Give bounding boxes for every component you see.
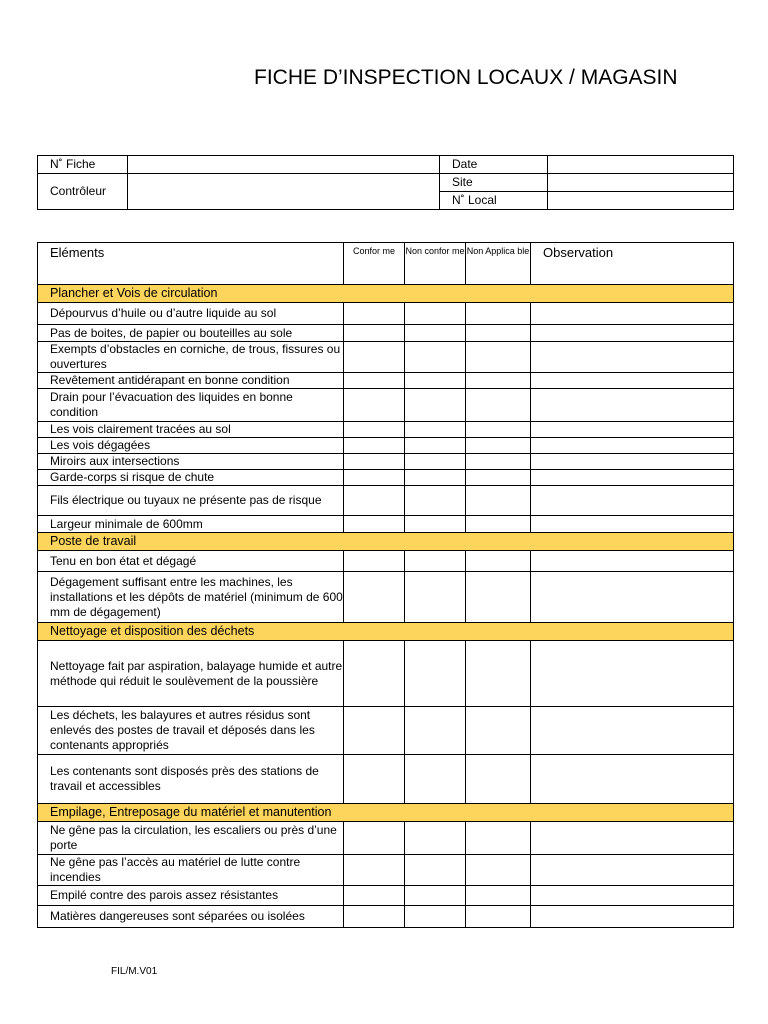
item-label: Largeur minimale de 600mm bbox=[38, 516, 344, 533]
section-header bbox=[38, 533, 734, 551]
non-applicable-cell[interactable] bbox=[466, 551, 531, 572]
conforme-cell[interactable] bbox=[344, 641, 405, 707]
conforme-cell[interactable] bbox=[344, 886, 405, 906]
non-conforme-cell[interactable] bbox=[405, 886, 466, 906]
observation-cell[interactable] bbox=[531, 707, 734, 755]
table-row bbox=[38, 755, 734, 804]
non-applicable-cell[interactable] bbox=[466, 470, 531, 486]
non-conforme-cell[interactable] bbox=[405, 389, 466, 422]
non-conforme-cell[interactable] bbox=[405, 551, 466, 572]
observation-cell[interactable] bbox=[531, 572, 734, 623]
table-row bbox=[38, 486, 734, 516]
item-label: Dégagement suffisant entre les machines, les installations et les dépôts de matériel (minimum de 600 mm de dégagement) bbox=[38, 572, 344, 623]
date-field[interactable] bbox=[548, 156, 734, 174]
non-applicable-cell[interactable] bbox=[466, 422, 531, 438]
non-applicable-cell[interactable] bbox=[466, 641, 531, 707]
observation-cell[interactable] bbox=[531, 470, 734, 486]
local-field[interactable] bbox=[548, 192, 734, 210]
item-label: Exempts d’obstacles en corniche, de trous, fissures ou ouvertures bbox=[38, 342, 344, 373]
observation-cell[interactable] bbox=[531, 906, 734, 928]
table-row bbox=[38, 551, 734, 572]
item-label: Miroirs aux intersections bbox=[38, 454, 344, 470]
local-label: N˚ Local bbox=[440, 192, 548, 210]
non-conforme-cell[interactable] bbox=[405, 486, 466, 516]
conforme-cell[interactable] bbox=[344, 454, 405, 470]
fiche-label: N˚ Fiche bbox=[38, 156, 128, 174]
table-row bbox=[38, 641, 734, 707]
non-applicable-cell[interactable] bbox=[466, 755, 531, 804]
observation-cell[interactable] bbox=[531, 454, 734, 470]
table-row bbox=[38, 422, 734, 438]
conforme-cell[interactable] bbox=[344, 755, 405, 804]
non-conforme-cell[interactable] bbox=[405, 707, 466, 755]
observation-cell[interactable] bbox=[531, 641, 734, 707]
conforme-cell[interactable] bbox=[344, 906, 405, 928]
item-label: Ne gêne pas l’accès au matériel de lutte contre incendies bbox=[38, 855, 344, 886]
table-row bbox=[38, 855, 734, 886]
item-label: Tenu en bon état et dégagé bbox=[38, 551, 344, 572]
item-label: Dépourvus d’huile ou d’autre liquide au sol bbox=[38, 303, 344, 325]
item-label: Les déchets, les balayures et autres résidus sont enlevés des postes de travail et déposés dans les contenants appropriés bbox=[38, 707, 344, 755]
non-conforme-cell[interactable] bbox=[405, 438, 466, 454]
non-applicable-cell[interactable] bbox=[466, 438, 531, 454]
col-elements: Eléments bbox=[38, 243, 344, 285]
conforme-cell[interactable] bbox=[344, 486, 405, 516]
non-applicable-cell[interactable] bbox=[466, 325, 531, 342]
section-title: Plancher et Vois de circulation bbox=[38, 285, 734, 303]
observation-cell[interactable] bbox=[531, 342, 734, 373]
conforme-cell[interactable] bbox=[344, 389, 405, 422]
non-applicable-cell[interactable] bbox=[466, 486, 531, 516]
section-header bbox=[38, 804, 734, 822]
observation-cell[interactable] bbox=[531, 516, 734, 533]
conforme-cell[interactable] bbox=[344, 707, 405, 755]
observation-cell[interactable] bbox=[531, 325, 734, 342]
header-table bbox=[37, 155, 734, 210]
non-applicable-cell[interactable] bbox=[466, 572, 531, 623]
conforme-cell[interactable] bbox=[344, 342, 405, 373]
non-conforme-cell[interactable] bbox=[405, 470, 466, 486]
non-conforme-cell[interactable] bbox=[405, 516, 466, 533]
observation-cell[interactable] bbox=[531, 855, 734, 886]
observation-cell[interactable] bbox=[531, 422, 734, 438]
conforme-cell[interactable] bbox=[344, 422, 405, 438]
col-conforme: Confor me bbox=[344, 243, 405, 285]
section-title: Empilage, Entreposage du matériel et manutention bbox=[38, 804, 734, 822]
observation-cell[interactable] bbox=[531, 438, 734, 454]
non-conforme-cell[interactable] bbox=[405, 373, 466, 389]
table-row bbox=[38, 822, 734, 855]
table-row bbox=[38, 342, 734, 373]
fiche-field[interactable] bbox=[128, 156, 440, 174]
observation-cell[interactable] bbox=[531, 755, 734, 804]
inspection-table bbox=[37, 242, 734, 928]
table-row bbox=[38, 516, 734, 533]
non-conforme-cell[interactable] bbox=[405, 572, 466, 623]
non-applicable-cell[interactable] bbox=[466, 303, 531, 325]
observation-cell[interactable] bbox=[531, 486, 734, 516]
observation-cell[interactable] bbox=[531, 303, 734, 325]
non-applicable-cell[interactable] bbox=[466, 855, 531, 886]
date-label: Date bbox=[440, 156, 548, 174]
table-row bbox=[38, 886, 734, 906]
non-conforme-cell[interactable] bbox=[405, 422, 466, 438]
conforme-cell[interactable] bbox=[344, 516, 405, 533]
table-row bbox=[38, 373, 734, 389]
observation-cell[interactable] bbox=[531, 551, 734, 572]
col-observation: Observation bbox=[531, 243, 734, 285]
conforme-cell[interactable] bbox=[344, 470, 405, 486]
table-row bbox=[38, 454, 734, 470]
non-conforme-cell[interactable] bbox=[405, 906, 466, 928]
item-label: Matières dangereuses sont séparées ou isolées bbox=[38, 906, 344, 928]
conforme-cell[interactable] bbox=[344, 822, 405, 855]
non-conforme-cell[interactable] bbox=[405, 454, 466, 470]
item-label: Revêtement antidérapant en bonne condition bbox=[38, 373, 344, 389]
table-row bbox=[38, 707, 734, 755]
conforme-cell[interactable] bbox=[344, 303, 405, 325]
table-row bbox=[38, 572, 734, 623]
controleur-field[interactable] bbox=[128, 174, 440, 210]
conforme-cell[interactable] bbox=[344, 572, 405, 623]
table-row bbox=[38, 303, 734, 325]
non-conforme-cell[interactable] bbox=[405, 325, 466, 342]
table-row bbox=[38, 325, 734, 342]
observation-cell[interactable] bbox=[531, 886, 734, 906]
col-non-applicable: Non Applica ble bbox=[466, 243, 531, 285]
non-applicable-cell[interactable] bbox=[466, 342, 531, 373]
item-label: Pas de boites, de papier ou bouteilles au sole bbox=[38, 325, 344, 342]
item-label: Fils électrique ou tuyaux ne présente pas de risque bbox=[38, 486, 344, 516]
non-applicable-cell[interactable] bbox=[466, 454, 531, 470]
item-label: Ne gêne pas la circulation, les escaliers ou près d’une porte bbox=[38, 822, 344, 855]
item-label: Nettoyage fait par aspiration, balayage humide et autre méthode qui réduit le soulèvement de la poussière bbox=[38, 641, 344, 707]
non-applicable-cell[interactable] bbox=[466, 516, 531, 533]
non-applicable-cell[interactable] bbox=[466, 373, 531, 389]
page-title: FICHE D’INSPECTION LOCAUX / MAGASIN bbox=[254, 66, 678, 89]
controleur-label: Contrôleur bbox=[38, 174, 128, 210]
conforme-cell[interactable] bbox=[344, 855, 405, 886]
col-non-conforme: Non confor me bbox=[405, 243, 466, 285]
item-label: Garde-corps si risque de chute bbox=[38, 470, 344, 486]
non-conforme-cell[interactable] bbox=[405, 641, 466, 707]
observation-cell[interactable] bbox=[531, 389, 734, 422]
section-header bbox=[38, 623, 734, 641]
item-label: Drain pour l’évacuation des liquides en bonne condition bbox=[38, 389, 344, 422]
non-conforme-cell[interactable] bbox=[405, 342, 466, 373]
non-applicable-cell[interactable] bbox=[466, 389, 531, 422]
non-applicable-cell[interactable] bbox=[466, 906, 531, 928]
item-label: Les vois clairement tracées au sol bbox=[38, 422, 344, 438]
conforme-cell[interactable] bbox=[344, 438, 405, 454]
item-label: Empilé contre des parois assez résistantes bbox=[38, 886, 344, 906]
table-row bbox=[38, 438, 734, 454]
observation-cell[interactable] bbox=[531, 822, 734, 855]
non-conforme-cell[interactable] bbox=[405, 855, 466, 886]
footer-code: FIL/M.V01 bbox=[111, 966, 158, 977]
non-conforme-cell[interactable] bbox=[405, 822, 466, 855]
conforme-cell[interactable] bbox=[344, 551, 405, 572]
non-applicable-cell[interactable] bbox=[466, 822, 531, 855]
observation-cell[interactable] bbox=[531, 373, 734, 389]
table-row bbox=[38, 470, 734, 486]
section-header bbox=[38, 285, 734, 303]
site-label: Site bbox=[440, 174, 548, 192]
site-field[interactable] bbox=[548, 174, 734, 192]
section-title: Poste de travail bbox=[38, 533, 734, 551]
non-conforme-cell[interactable] bbox=[405, 755, 466, 804]
non-conforme-cell[interactable] bbox=[405, 303, 466, 325]
item-label: Les contenants sont disposés près des stations de travail et accessibles bbox=[38, 755, 344, 804]
conforme-cell[interactable] bbox=[344, 325, 405, 342]
table-row bbox=[38, 389, 734, 422]
table-row bbox=[38, 906, 734, 928]
section-title: Nettoyage et disposition des déchets bbox=[38, 623, 734, 641]
conforme-cell[interactable] bbox=[344, 373, 405, 389]
item-label: Les vois dégagées bbox=[38, 438, 344, 454]
non-applicable-cell[interactable] bbox=[466, 707, 531, 755]
non-applicable-cell[interactable] bbox=[466, 886, 531, 906]
